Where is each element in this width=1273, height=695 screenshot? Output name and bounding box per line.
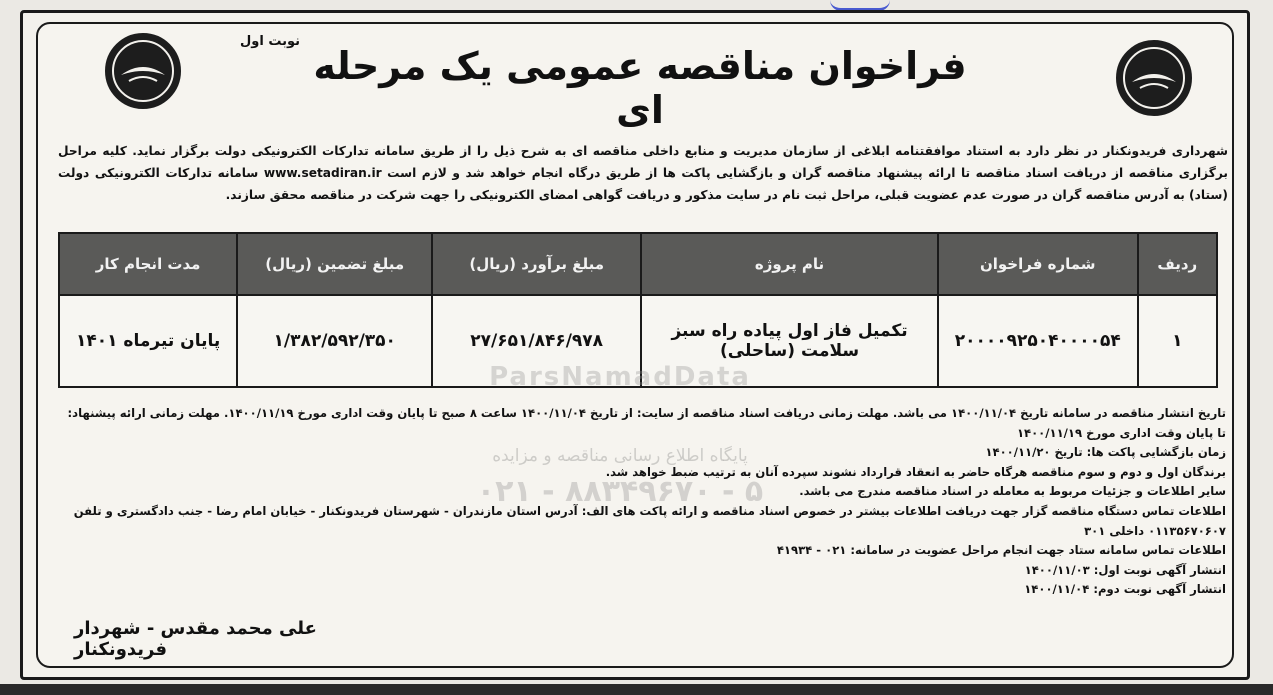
header-guarantee-amount: مبلغ تضمین (ریال) [237,233,432,295]
detail-line-publish-dates: تاریخ انتشار مناقصه در سامانه تاریخ ۱۴۰۰/۱۱/۰۴ می باشد. مهلت زمانی دریافت اسناد مناقصه از سایت: از تاریخ ۱۴۰۰/۱۱/۰۴ ساعت ۸ صبح تا پایان وقت اداری مورخ ۱۴۰۰/۱۱/۱۹. مهلت زمانی ارائه پیشنهاد: [67,406,1226,420]
cell-estimate-amount: ۲۷/۶۵۱/۸۴۶/۹۷۸ [432,295,641,387]
watermark-phone: ۰۲۱ - ۸۸۳۴۹۶۷۰ - ۵ [476,474,764,509]
header-duration: مدت انجام کار [59,233,237,295]
detail-line-setad-contact: اطلاعات تماس سامانه ستاد جهت انجام مراحل عضویت در سامانه: ۰۲۱ - ۴۱۹۳۴ [776,543,1226,558]
header-project-name: نام پروژه [641,233,938,295]
intro-paragraph: شهرداری فریدونکنار در نظر دارد به استناد موافقتنامه ابلاغی از سازمان مدیریت و منابع داخلی مناقصه ای به شرح ذیل را از طریق سامانه تدارکات الکترونیکی دولت برگزار نماید. کلیه مراحل برگزاری مناقصه از دریافت اسناد مناقصه تا ارائه پیشنهاد مناقصه گران و بازگشایی پاکت ها از طریق درگاه انجام خواهد شد و لازم است www.setadiran.ir سامانه تدارکات الکترونیکی دولت (ستاد) به آدرس مناقصه گران در صورت عدم عضویت قبلی، مراحل ثبت نام در سایت مذکور و دریافت گواهی امضای الکترونیکی را جهت شرکت در مناقصه محقق سازند. [58,144,1228,202]
header-estimate-amount: مبلغ برآورد (ریال) [432,233,641,295]
cell-tender-number: ۲۰۰۰۰۹۲۵۰۴۰۰۰۰۵۴ [938,295,1138,387]
watermark-subtitle: پایگاه اطلاع رسانی مناقصه و مزایده [492,446,748,466]
municipality-logo-icon [105,33,181,109]
detail-line-other-info: سایر اطلاعات و جزئیات مربوط به معامله در اسناد مناقصه مندرج می باشد. [799,484,1226,499]
bottom-edge [0,684,1273,695]
signature-text: علی محمد مقدس - شهردار فریدونکنار [74,618,317,660]
detail-line-proposal-deadline: تا پایان وقت اداری مورخ ۱۴۰۰/۱۱/۱۹ [1016,425,1226,440]
cell-project-name: تکمیل فاز اول پیاده راه سبز سلامت (ساحلی) [641,295,938,387]
header-row-number: ردیف [1138,233,1217,295]
detail-line-opening-date: زمان بازگشایی پاکت ها: تاریخ ۱۴۰۰/۱۱/۲۰ [985,445,1226,460]
page-title: فراخوان مناقصه عمومی یک مرحله ای [313,44,967,132]
table-header-row [59,233,1217,295]
details-section [56,404,1226,600]
detail-line-first-publish: انتشار آگهی نوبت اول: ۱۴۰۰/۱۱/۰۳ [1024,562,1226,577]
header-tender-number: شماره فراخوان [938,233,1138,295]
detail-line-contact-address: اطلاعات تماس دستگاه مناقصه گزار جهت دریافت اطلاعات بیشتر در خصوص اسناد مناقصه و ارائه پاکت های الف: آدرس استان مازندران - شهرستان فریدونکنار - خیابان امام رضا - جنب دادگستری و تلفن [73,503,1226,518]
detail-line-second-publish: انتشار آگهی نوبت دوم: ۱۴۰۰/۱۱/۰۴ [1024,582,1226,597]
round-label: نوبت اول [240,34,301,49]
detail-line-contact-phone: ۰۱۱۳۵۶۷۰۶۰۷ داخلی ۳۰۱ [1084,523,1226,538]
cell-guarantee-amount: ۱/۳۸۲/۵۹۲/۳۵۰ [237,295,432,387]
watermark-brand: ParsNamadData [489,362,751,392]
cell-duration: پایان تیرماه ۱۴۰۱ [59,295,237,387]
cell-row-number: ۱ [1138,295,1217,387]
detail-line-winners: برندگان اول و دوم و سوم مناقصه هرگاه حاضر به انعقاد قرارداد نشوند سپرده آنان به ترتیب ضبط خواهد شد. [605,464,1226,479]
municipality-logo-icon [1116,40,1192,116]
